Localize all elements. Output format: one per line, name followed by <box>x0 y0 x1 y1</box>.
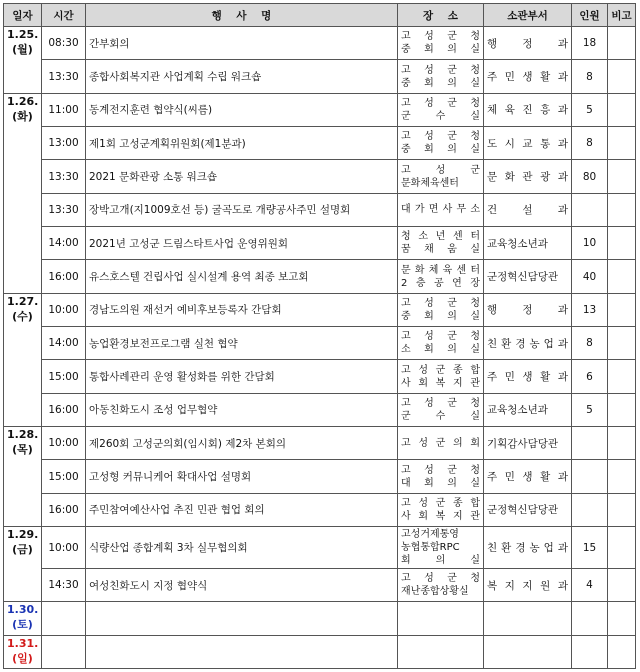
place-line: 고 성 군 청 <box>401 397 480 409</box>
header-row <box>4 4 636 27</box>
dept-cell: 친 환 경 농 업 과 <box>484 327 572 360</box>
date-cell <box>4 293 42 426</box>
place-cell <box>398 260 484 293</box>
event-name-cell: 장박고개(지1009호선 등) 굴곡도로 개량공사주민 설명회 <box>86 193 398 226</box>
note-cell <box>608 460 636 493</box>
table-row <box>4 493 636 526</box>
date-cell <box>4 93 42 293</box>
note-cell <box>608 393 636 426</box>
place-line: 고 성 군 청 <box>401 331 480 343</box>
note-cell <box>608 260 636 293</box>
table-row <box>4 260 636 293</box>
count-cell: 8 <box>572 127 608 160</box>
dept-cell: 복 지 지 원 과 <box>484 568 572 601</box>
table-row <box>4 393 636 426</box>
time-cell: 14:00 <box>42 327 86 360</box>
table-row <box>4 193 636 226</box>
note-cell <box>608 127 636 160</box>
dept-cell: 체 육 진 흥 과 <box>484 93 572 126</box>
event-name-cell: 여성친화도시 지정 협약식 <box>86 568 398 601</box>
time-cell: 13:30 <box>42 160 86 193</box>
date-label: 1.25. <box>7 28 39 41</box>
event-name-cell: 2021 문화관광 소통 워크숍 <box>86 160 398 193</box>
count-cell <box>572 427 608 460</box>
date-cell <box>4 602 42 635</box>
dept-cell: 주 민 생 활 과 <box>484 460 572 493</box>
note-cell <box>608 160 636 193</box>
event-name-cell: 제260회 고성군의회(임시회) 제2차 본회의 <box>86 427 398 460</box>
place-line: 고성거제통영 <box>401 529 459 540</box>
date-label: 1.26. <box>7 94 39 108</box>
header-date: 일자 <box>4 4 42 27</box>
place-line: 농협통합RPC <box>401 542 460 553</box>
table-row <box>4 527 636 569</box>
note-cell <box>608 360 636 393</box>
count-cell: 8 <box>572 60 608 93</box>
place-cell <box>398 393 484 426</box>
place-cell <box>398 327 484 360</box>
time-cell: 08:30 <box>42 27 86 60</box>
event-name-cell: 아동친화도시 조성 업무협약 <box>86 393 398 426</box>
time-cell: 14:00 <box>42 227 86 260</box>
place-line: 중 회 의 실 <box>401 77 480 89</box>
time-cell: 13:30 <box>42 60 86 93</box>
table-row <box>4 60 636 93</box>
place-line: 대 회 의 실 <box>401 477 480 489</box>
place-line: 청 소 년 센 터 <box>401 231 480 243</box>
place-line: 문 화 체 육 센 터 <box>401 264 480 276</box>
time-cell: 16:00 <box>42 260 86 293</box>
date-label: 1.31. <box>7 636 39 650</box>
weekday-label: (금) <box>12 543 33 557</box>
event-name-cell: 제1회 고성군계획위원회(제1분과) <box>86 127 398 160</box>
dept-cell: 기획감사담당관 <box>484 427 572 460</box>
place-cell <box>398 360 484 393</box>
place-line: 군 수 실 <box>401 410 480 422</box>
place-cell <box>398 193 484 226</box>
header-place: 장 소 <box>398 4 484 27</box>
count-cell: 6 <box>572 360 608 393</box>
table-row <box>4 160 636 193</box>
count-cell <box>572 602 608 635</box>
place-cell <box>398 602 484 635</box>
place-line: 문화체육센터 <box>401 177 459 189</box>
time-cell: 10:00 <box>42 293 86 326</box>
dept-cell <box>484 602 572 635</box>
table-row <box>4 602 636 635</box>
note-cell <box>608 60 636 93</box>
time-cell: 13:00 <box>42 127 86 160</box>
place-cell <box>398 160 484 193</box>
place-line: 사 회 복 지 관 <box>401 377 480 389</box>
count-cell <box>572 460 608 493</box>
note-cell <box>608 327 636 360</box>
place-line: 사 회 복 지 관 <box>401 510 480 522</box>
table-row <box>4 568 636 601</box>
note-cell <box>608 227 636 260</box>
dept-cell: 도 시 교 통 과 <box>484 127 572 160</box>
dept-cell: 건 설 과 <box>484 193 572 226</box>
event-name-cell: 유스호스텔 건립사업 실시설계 용역 최종 보고회 <box>86 260 398 293</box>
weekday-label: (월) <box>12 43 33 56</box>
table-row <box>4 27 636 60</box>
event-name-cell: 주민참여예산사업 추진 민관 협업 회의 <box>86 493 398 526</box>
date-label: 1.28. <box>7 428 39 442</box>
table-row <box>4 293 636 326</box>
note-cell <box>608 293 636 326</box>
time-cell: 13:30 <box>42 193 86 226</box>
dept-cell: 행 정 과 <box>484 293 572 326</box>
place-line: 고 성 군 청 <box>401 131 480 143</box>
dept-cell <box>484 635 572 668</box>
note-cell <box>608 527 636 569</box>
time-cell: 11:00 <box>42 93 86 126</box>
table-row <box>4 227 636 260</box>
place-line: 대 가 면 사 무 소 <box>401 204 480 216</box>
count-cell: 8 <box>572 327 608 360</box>
header-event: 행 사 명 <box>86 4 398 27</box>
header-note: 비고 <box>608 4 636 27</box>
time-cell: 15:00 <box>42 460 86 493</box>
count-cell: 5 <box>572 93 608 126</box>
dept-cell: 친 환 경 농 업 과 <box>484 527 572 569</box>
event-name-cell: 통합사례관리 운영 활성화를 위한 간담회 <box>86 360 398 393</box>
event-name-cell: 동계전지훈련 협약식(씨름) <box>86 93 398 126</box>
date-cell <box>4 527 42 602</box>
event-name-cell: 2021년 고성군 드림스타트사업 운영위원회 <box>86 227 398 260</box>
place-line: 소 회 의 실 <box>401 344 480 356</box>
time-cell: 16:00 <box>42 493 86 526</box>
header-count: 인원 <box>572 4 608 27</box>
time-cell <box>42 635 86 668</box>
schedule-body <box>4 27 636 669</box>
place-line: 중 회 의 실 <box>401 144 480 156</box>
time-cell: 16:00 <box>42 393 86 426</box>
place-line: 군 수 실 <box>401 110 480 122</box>
dept-cell: 군정혁신담당관 <box>484 493 572 526</box>
count-cell <box>572 493 608 526</box>
place-line: 꿈 채 움 실 <box>401 244 480 256</box>
place-cell <box>398 460 484 493</box>
place-line: 고 성 군 청 <box>401 64 480 76</box>
note-cell <box>608 193 636 226</box>
event-name-cell <box>86 602 398 635</box>
place-cell <box>398 635 484 668</box>
dept-cell: 주 민 생 활 과 <box>484 360 572 393</box>
place-line: 고 성 군 종 합 <box>401 497 480 509</box>
table-row <box>4 360 636 393</box>
event-name-cell: 종합사회복지관 사업계획 수립 워크숍 <box>86 60 398 93</box>
time-cell: 14:30 <box>42 568 86 601</box>
table-row <box>4 127 636 160</box>
dept-cell: 교육청소년과 <box>484 227 572 260</box>
place-line: 고 성 군 청 <box>401 464 480 476</box>
dept-cell: 군정혁신담당관 <box>484 260 572 293</box>
weekday-label: (화) <box>12 109 33 123</box>
note-cell <box>608 93 636 126</box>
place-line: 고 성 군 의 회 <box>401 437 480 449</box>
table-row <box>4 93 636 126</box>
place-line: 고 성 군 종 합 <box>401 364 480 376</box>
header-dept: 소관부서 <box>484 4 572 27</box>
note-cell <box>608 568 636 601</box>
count-cell: 5 <box>572 393 608 426</box>
date-label: 1.30. <box>7 603 39 617</box>
place-line: 고 성 군 청 <box>401 31 480 43</box>
place-line: 2 층 공 연 장 <box>401 277 480 289</box>
place-cell <box>398 568 484 601</box>
header-time: 시간 <box>42 4 86 27</box>
place-cell <box>398 293 484 326</box>
event-name-cell: 농업환경보전프로그램 실천 협약 <box>86 327 398 360</box>
place-cell <box>398 27 484 60</box>
dept-cell: 행 정 과 <box>484 27 572 60</box>
event-name-cell: 고성형 커뮤니케어 확대사업 설명회 <box>86 460 398 493</box>
count-cell <box>572 193 608 226</box>
note-cell <box>608 602 636 635</box>
count-cell <box>572 635 608 668</box>
note-cell <box>608 427 636 460</box>
event-name-cell <box>86 635 398 668</box>
dept-cell: 교육청소년과 <box>484 393 572 426</box>
table-row <box>4 460 636 493</box>
weekday-label: (일) <box>12 651 33 665</box>
table-row <box>4 635 636 668</box>
time-cell: 15:00 <box>42 360 86 393</box>
count-cell: 15 <box>572 527 608 569</box>
place-line: 고 성 군 청 <box>401 573 480 585</box>
place-cell <box>398 527 484 569</box>
place-cell <box>398 60 484 93</box>
place-cell <box>398 227 484 260</box>
event-name-cell: 간부회의 <box>86 27 398 60</box>
event-name-cell: 식량산업 종합계획 3차 실무협의회 <box>86 527 398 569</box>
count-cell: 10 <box>572 227 608 260</box>
note-cell <box>608 27 636 60</box>
place-cell <box>398 93 484 126</box>
place-cell <box>398 427 484 460</box>
place-line: 중 회 의 실 <box>401 44 480 56</box>
count-cell: 80 <box>572 160 608 193</box>
date-cell <box>4 427 42 527</box>
weekday-label: (수) <box>12 309 33 323</box>
time-cell <box>42 602 86 635</box>
table-row <box>4 427 636 460</box>
note-cell <box>608 635 636 668</box>
table-row <box>4 327 636 360</box>
schedule-table <box>3 3 636 669</box>
place-line: 고 성 군 청 <box>401 297 480 309</box>
date-label: 1.29. <box>7 528 39 542</box>
place-line: 중 회 의 실 <box>401 310 480 322</box>
note-cell <box>608 493 636 526</box>
place-line: 재난종합상황실 <box>401 586 469 598</box>
time-cell: 10:00 <box>42 527 86 569</box>
place-cell <box>398 493 484 526</box>
count-cell: 18 <box>572 27 608 60</box>
date-cell <box>4 635 42 668</box>
count-cell: 13 <box>572 293 608 326</box>
date-cell <box>4 27 42 94</box>
place-cell <box>398 127 484 160</box>
place-line: 회 의 실 <box>401 555 480 566</box>
place-line: 고 성 군 <box>401 164 480 176</box>
date-label: 1.27. <box>7 294 39 308</box>
time-cell: 10:00 <box>42 427 86 460</box>
weekday-label: (목) <box>12 443 33 457</box>
dept-cell: 주 민 생 활 과 <box>484 60 572 93</box>
dept-cell: 문 화 관 광 과 <box>484 160 572 193</box>
count-cell: 4 <box>572 568 608 601</box>
event-name-cell: 경남도의원 재선거 예비후보등록자 간담회 <box>86 293 398 326</box>
count-cell: 40 <box>572 260 608 293</box>
weekday-label: (토) <box>12 618 33 632</box>
place-line: 고 성 군 청 <box>401 97 480 109</box>
